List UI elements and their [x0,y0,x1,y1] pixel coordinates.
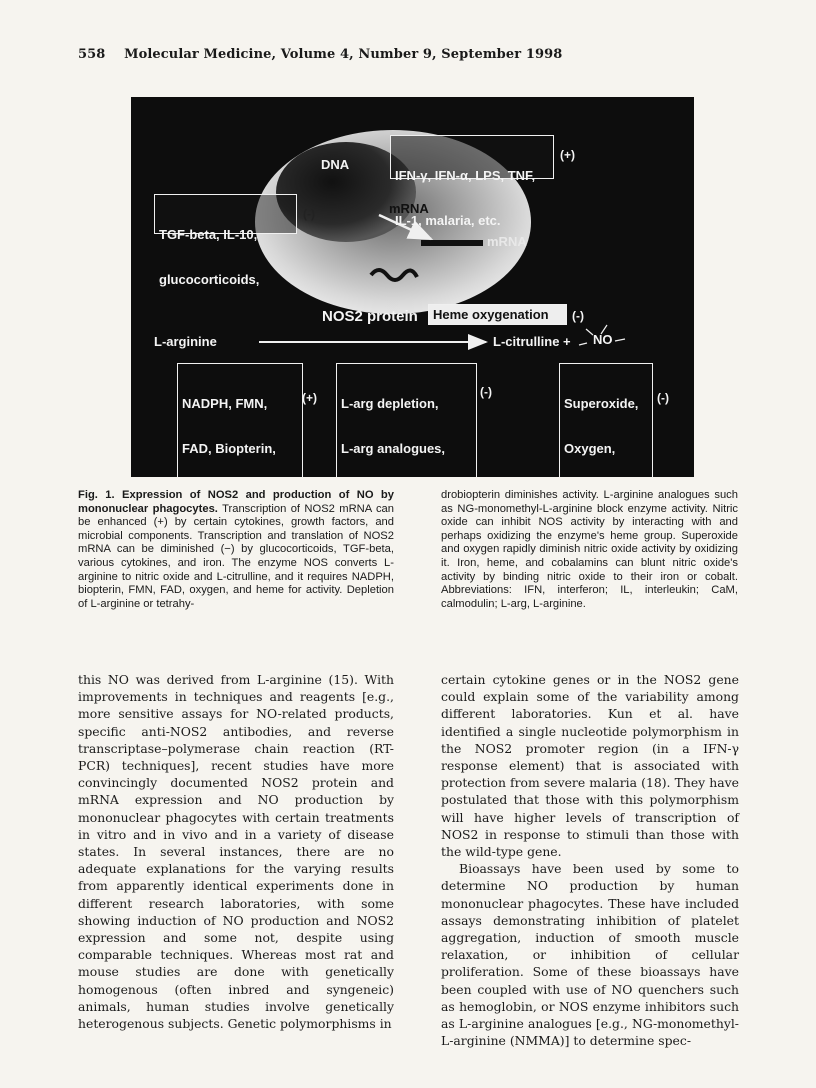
inhibitors-line-1: Superoxide, [564,396,639,411]
cofactors-sign: (+) [302,391,317,405]
depletion-line-2: L-arg analogues, [341,441,446,456]
journal-title: Molecular Medicine, Volume 4, Number 9, September 1998 [124,47,563,62]
figure-caption-left [78,489,394,611]
running-header [78,47,562,62]
heme-oxygenation-box: Heme oxygenation [428,304,567,325]
body-column-right [441,671,739,1049]
page-number: 558 [78,47,106,62]
body-paragraph: Bioassays have been used by some to determine NO production by human mononuclear phagocytes. These have included assays demonstrating inhibition of platelet aggregation, induction of smooth muscle relaxation, or inhibition of cellular proliferation. Some of these bioassays have been coupled with use of NO quenchers such as hemoglobin, or NOS enzyme inhibitors such as L-arginine analogues [e.g., NG-monomethyl-L-arginine (NMMA)] to determine spec- [441,861,739,1049]
no-label: NO [593,332,613,347]
inhibitors-box [559,363,653,477]
mrna-label: mRNA [389,201,429,216]
inhibitors-line-2: Oxygen, [564,441,616,456]
depletion-line-1: L-arg depletion, [341,396,439,411]
inducers-sign: (+) [560,148,575,162]
dna-label: DNA [321,157,350,172]
heme-oxygenation-sign: (-) [572,309,584,323]
figure-caption-right: drobiopterin diminishes activity. L-arginine analogues such as NG-monomethyl-L-arginine block enzyme activity. Nitric oxide can inhibit NOS activity by interacting with and perhaps oxidizing the enzyme's heme group. Superoxide and oxygen rapidly diminish nitric oxide activity by oxidizing it. Iron, heme, and cobalamins can blunt nitric oxide's activity by binding nitric oxide to their iron or cobalt. Abbreviations: IFN, interferon; IL, interleukin; CaM, calmodulin; L-arg, L-arginine. [441,489,738,610]
depletion-box [336,363,477,477]
l-citrulline-label: L-citrulline + [493,334,571,349]
suppressors-box [154,194,297,287]
depletion-sign: (-) [480,385,492,399]
cofactors-box [177,363,303,477]
cofactors-line-2: FAD, Biopterin, [182,441,276,456]
body-column-left [78,671,394,1032]
suppressors-sign: (-) [303,207,315,221]
inhibitors-sign: (-) [657,391,669,405]
figure-caption-left-text: Transcription of NOS2 mRNA can be enhanced (+) by certain cytokines, growth factors, and microbial components. Transcription and translation of NOS2 mRNA can be diminished (−) by glucocorticoids, TGF-beta, various cytokines, and iron. The enzyme NOS converts L-arginine to nitric oxide and L-citrulline, and it requires NADPH, biopterin, FMN, FAD, oxygen, and heme for activity. Depletion of L-arginine or tetrahy- [78,502,394,610]
inducers-line-2: IL-1, malaria, etc. [395,213,501,228]
figure-1-diagram [131,97,694,477]
figure-caption-label: Fig. 1. Expression of NOS2 and production of NO by mononuclear phagocytes. [78,489,394,515]
suppressors-line-2: glucocorticoids, [159,272,260,287]
body-paragraph: this NO was derived from L-arginine (15). With improvements in techniques and reagents [e.g., more sensitive assays for NO-related products, specific anti-NOS2 antibodies, and reverse transcriptase–polymerase chain reaction (RT-PCR) techniques], recent studies have more convincingly documented NOS2 protein and mRNA expression and NO production by mononuclear phagocytes with certain treatments in vitro and in vivo and in a variety of disease states. In several instances, there are no adequate explanations for the varying results from apparently identical experiments done in different research laboratories, with some showing induction of NO production and NOS2 expression and some not, despite using comparable techniques. Whereas most rat and mouse studies are done with genetically homogenous (often inbred and syngeneic) animals, human studies involve genetically heterogenous subjects. Genetic polymorphisms in [78,672,394,1032]
inducers-line-1: IFN-γ, IFN-α, LPS, TNF, [395,168,536,183]
body-paragraph: certain cytokine genes or in the NOS2 gene could explain some of the variability among different laboratories. Kun et al. have identified a single nucleotide polymorphism in the NOS2 promoter region (in a IFN-γ response element) that is associated with protection from severe malaria (18). They have postulated that those with this polymorphism will have higher levels of transcription of NOS2 in response to stimuli than those with the wild-type gene. [441,672,739,860]
l-arginine-label: L-arginine [154,334,217,349]
mrna-right-label: mRNA [487,234,527,249]
nos2-protein-label: NOS2 protein [322,308,418,325]
suppressors-line-1: TGF-beta, IL-10, [159,227,258,242]
cofactors-line-1: NADPH, FMN, [182,396,268,411]
